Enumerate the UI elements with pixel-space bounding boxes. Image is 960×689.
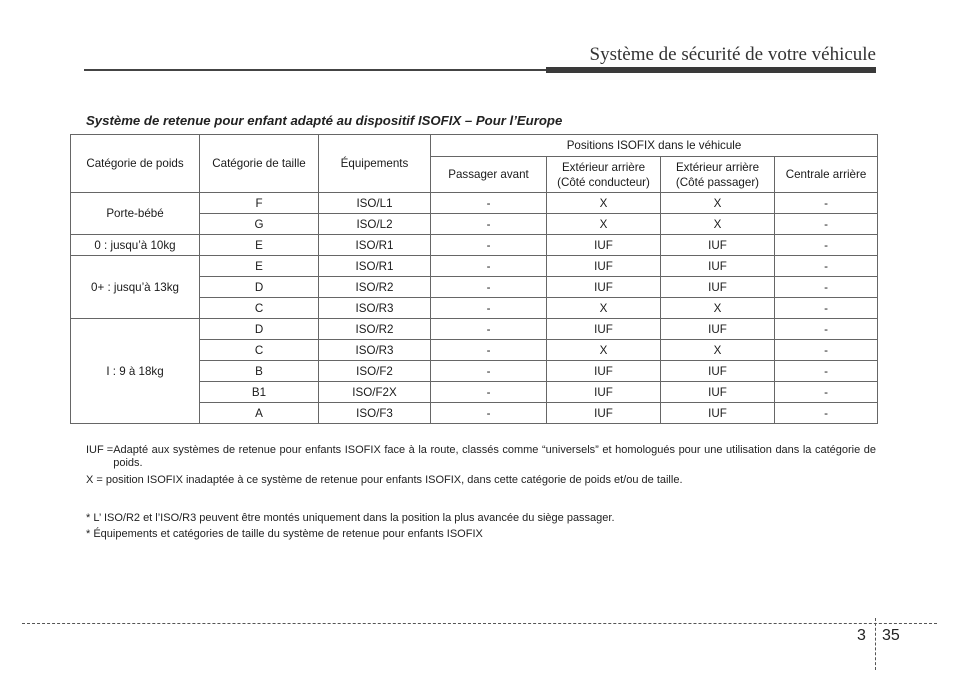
legend-x: X = position ISOFIX inadaptée à ce système de retenue pour enfants ISOFIX, dans cette catégorie de poids et/ou de taille.	[86, 474, 683, 486]
equipment-cell: ISO/L1	[319, 193, 431, 214]
size-cell: D	[200, 277, 319, 298]
isofix-table	[70, 134, 878, 424]
table-row	[71, 235, 878, 256]
size-cell: C	[200, 340, 319, 361]
rear-passenger-side-cell: IUF	[661, 319, 775, 340]
header-line: Extérieur arrière	[561, 160, 646, 174]
rear-passenger-side-cell: X	[661, 298, 775, 319]
rear-driver-side-cell: IUF	[547, 277, 661, 298]
front-passenger-cell: -	[431, 256, 547, 277]
header-line: Centrale arrière	[785, 168, 867, 181]
rear-passenger-side-cell: IUF	[661, 382, 775, 403]
size-cell: E	[200, 235, 319, 256]
rear-passenger-side-cell: X	[661, 193, 775, 214]
rear-driver-side-cell: X	[547, 214, 661, 235]
section-title: Système de retenue pour enfant adapté au dispositif ISOFIX – Pour l’Europe	[86, 113, 563, 128]
equipment-cell: ISO/F3	[319, 403, 431, 424]
rear-center-cell: -	[775, 298, 878, 319]
rear-driver-side-cell: IUF	[547, 319, 661, 340]
rear-driver-side-cell: X	[547, 193, 661, 214]
equipment-cell: ISO/F2X	[319, 382, 431, 403]
rear-passenger-side-cell: X	[661, 340, 775, 361]
front-passenger-cell: -	[431, 361, 547, 382]
rear-center-cell: -	[775, 193, 878, 214]
header-rear-center	[775, 157, 878, 193]
legend-iuf-text: Adapté aux systèmes de retenue pour enfants ISOFIX face à la route, classés comme “universels” et homologués pour une utilisation dans la catégorie de poids.	[113, 444, 876, 469]
table-row	[71, 193, 878, 214]
header-line: (Côté passager)	[675, 175, 760, 189]
rear-center-cell: -	[775, 214, 878, 235]
equipment-cell: ISO/R3	[319, 340, 431, 361]
header-equipment: Équipements	[319, 135, 431, 193]
front-passenger-cell: -	[431, 319, 547, 340]
header-line: (Côté conducteur)	[557, 175, 650, 189]
rear-driver-side-cell: IUF	[547, 382, 661, 403]
size-cell: C	[200, 298, 319, 319]
rear-center-cell: -	[775, 382, 878, 403]
rear-center-cell: -	[775, 361, 878, 382]
weight-category-cell: 0+ : jusqu’à 13kg	[71, 256, 200, 319]
legend-iuf	[86, 444, 876, 470]
rear-driver-side-cell: IUF	[547, 361, 661, 382]
chapter-number: 3	[857, 627, 866, 644]
header-size-category: Catégorie de taille	[200, 135, 319, 193]
footnote-2: * Équipements et catégories de taille du système de retenue pour enfants ISOFIX	[86, 528, 483, 540]
rear-driver-side-cell: X	[547, 340, 661, 361]
weight-category-cell: Porte-bébé	[71, 193, 200, 235]
chapter-header-title: Système de sécurité de votre véhicule	[589, 44, 876, 65]
equipment-cell: ISO/R1	[319, 256, 431, 277]
size-cell: F	[200, 193, 319, 214]
equipment-cell: ISO/R2	[319, 319, 431, 340]
rear-passenger-side-cell: IUF	[661, 277, 775, 298]
rear-passenger-side-cell: IUF	[661, 403, 775, 424]
rear-driver-side-cell: IUF	[547, 256, 661, 277]
rear-driver-side-cell: IUF	[547, 235, 661, 256]
header-rear-passenger-side	[661, 157, 775, 193]
table-row	[71, 319, 878, 340]
front-passenger-cell: -	[431, 382, 547, 403]
rear-center-cell: -	[775, 403, 878, 424]
size-cell: E	[200, 256, 319, 277]
equipment-cell: ISO/F2	[319, 361, 431, 382]
isofix-table-body	[71, 193, 878, 424]
header-front-passenger	[431, 157, 547, 193]
equipment-cell: ISO/R1	[319, 235, 431, 256]
size-cell: D	[200, 319, 319, 340]
front-passenger-cell: -	[431, 277, 547, 298]
front-passenger-cell: -	[431, 340, 547, 361]
header-weight-category: Catégorie de poids	[71, 135, 200, 193]
page-number: 35	[882, 627, 900, 644]
rear-passenger-side-cell: X	[661, 214, 775, 235]
front-passenger-cell: -	[431, 403, 547, 424]
rear-passenger-side-cell: IUF	[661, 256, 775, 277]
header-accent-bar	[546, 67, 876, 73]
size-cell: B1	[200, 382, 319, 403]
weight-category-cell: I : 9 à 18kg	[71, 319, 200, 424]
rear-passenger-side-cell: IUF	[661, 361, 775, 382]
isofix-table-header	[71, 135, 878, 193]
front-passenger-cell: -	[431, 298, 547, 319]
front-passenger-cell: -	[431, 235, 547, 256]
size-cell: G	[200, 214, 319, 235]
size-cell: B	[200, 361, 319, 382]
footnote-1: * L’ ISO/R2 et l’ISO/R3 peuvent être montés uniquement dans la position la plus avancée du siège passager.	[86, 512, 615, 524]
header-rear-driver-side	[547, 157, 661, 193]
weight-category-cell: 0 : jusqu’à 10kg	[71, 235, 200, 256]
header-positions-group: Positions ISOFIX dans le véhicule	[431, 135, 878, 157]
size-cell: A	[200, 403, 319, 424]
footer-page-separator	[875, 618, 876, 670]
legend-iuf-key: IUF =	[86, 444, 114, 456]
equipment-cell: ISO/R3	[319, 298, 431, 319]
table-row	[71, 256, 878, 277]
header-line: Passager avant	[448, 168, 529, 181]
rear-center-cell: -	[775, 319, 878, 340]
rear-driver-side-cell: X	[547, 298, 661, 319]
rear-center-cell: -	[775, 256, 878, 277]
footer-divider	[22, 623, 937, 624]
rear-passenger-side-cell: IUF	[661, 235, 775, 256]
equipment-cell: ISO/L2	[319, 214, 431, 235]
rear-driver-side-cell: IUF	[547, 403, 661, 424]
header-line: Extérieur arrière	[675, 160, 760, 174]
rear-center-cell: -	[775, 277, 878, 298]
rear-center-cell: -	[775, 235, 878, 256]
front-passenger-cell: -	[431, 193, 547, 214]
front-passenger-cell: -	[431, 214, 547, 235]
equipment-cell: ISO/R2	[319, 277, 431, 298]
rear-center-cell: -	[775, 340, 878, 361]
header-divider	[84, 69, 546, 71]
